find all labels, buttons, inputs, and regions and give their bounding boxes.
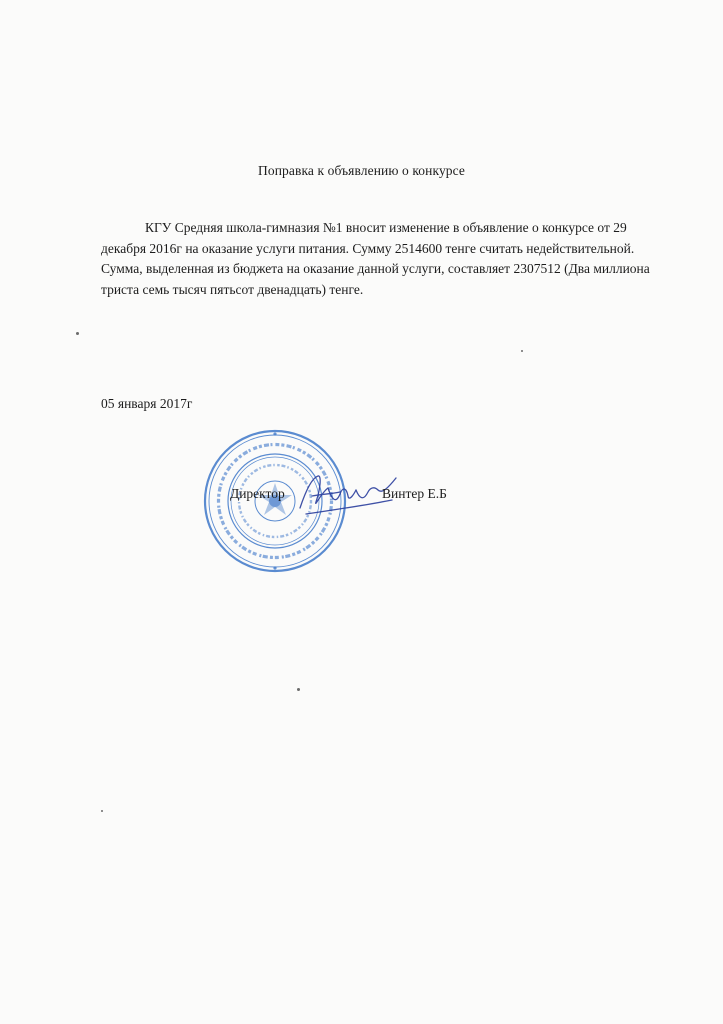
body-line: декабря 2016г на оказание услуги питания. Сумму 2514600 тенге считать недействительной. [101,240,635,256]
document-date: 05 января 2017г [101,396,193,411]
body-line: Сумма, выделенная из бюджета на оказание данной услуги, составляет 2307512 (Два миллиона [101,261,650,276]
scan-speck [297,688,300,691]
scan-speck [101,810,103,812]
signatory-role: Директор [230,486,285,501]
document-body [101,218,651,300]
scan-speck [76,332,79,335]
body-line: КГУ Средняя школа-гимназия №1 вносит изменение в объявление о конкурсе от 29 [145,220,627,235]
body-line: триста семь тысяч пятьсот двенадцать) тенге. [101,281,364,297]
document-title: Поправка к объявлению о конкурсе [258,163,465,178]
scan-speck [521,350,523,352]
signatory-name: Винтер Е.Б [382,486,447,501]
